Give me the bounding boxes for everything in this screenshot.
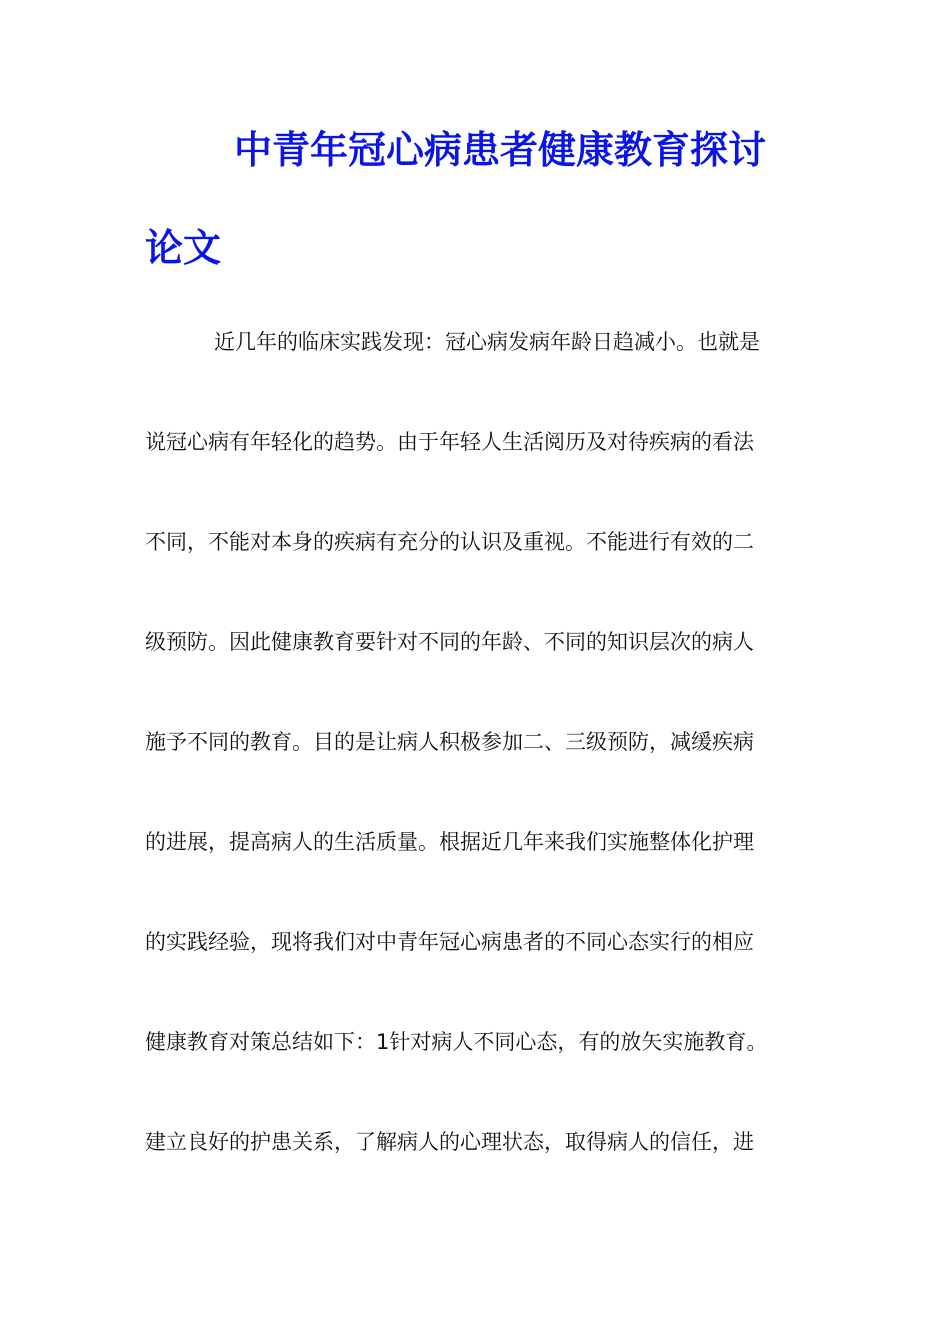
document-title-line-2: 论文 <box>145 226 222 270</box>
paragraph-line-1: 近几年的临床实践发现：冠心病发病年龄日趋减小。也就是 <box>214 330 760 354</box>
paragraph-line-2: 说冠心病有年轻化的趋势。由于年轻人生活阅历及对待疾病的看法 <box>145 430 754 454</box>
paragraph-line-7: 的实践经验，现将我们对中青年冠心病患者的不同心态实行的相应 <box>145 930 754 954</box>
document-title-line-1: 中青年冠心病患者健康教育探讨 <box>233 128 766 172</box>
paragraph-line-9: 建立良好的护患关系，了解病人的心理状态，取得病人的信任，进 <box>145 1130 754 1154</box>
paragraph-line-8: 健康教育对策总结如下：1针对病人不同心态，有的放矢实施教育。 <box>145 1030 768 1054</box>
paragraph-line-4: 级预防。因此健康教育要针对不同的年龄、不同的知识层次的病人 <box>145 630 754 654</box>
paragraph-line-5: 施予不同的教育。目的是让病人积极参加二、三级预防，减缓疾病 <box>145 730 754 754</box>
paragraph-line-6: 的进展，提高病人的生活质量。根据近几年来我们实施整体化护理 <box>145 830 754 854</box>
paragraph-line-3: 不同，不能对本身的疾病有充分的认识及重视。不能进行有效的二 <box>145 530 754 554</box>
